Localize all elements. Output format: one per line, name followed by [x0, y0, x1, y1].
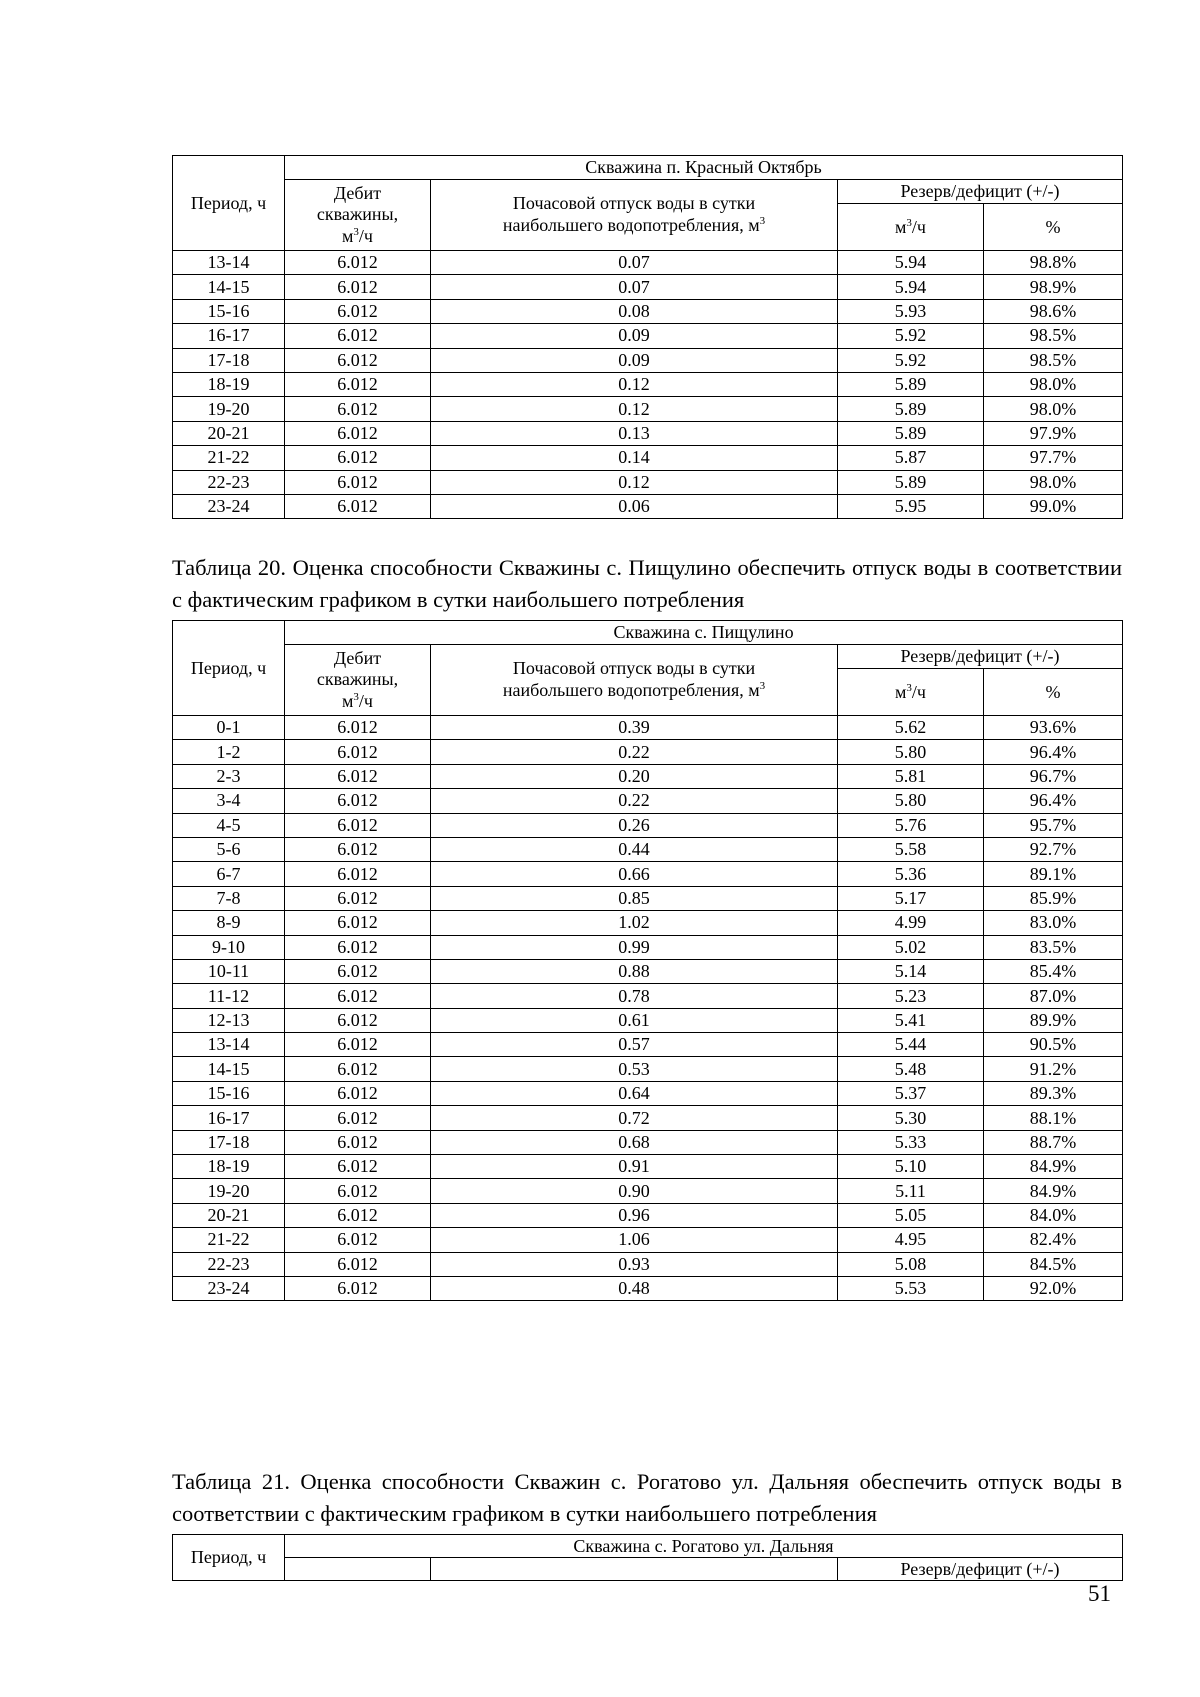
cell-reserve-m3h: 5.44: [838, 1033, 984, 1057]
cell-reserve-m3h: 5.92: [838, 324, 984, 348]
cell-debit: 6.012: [285, 886, 431, 910]
cell-debit: 6.012: [285, 1130, 431, 1154]
header-reserve: Резерв/дефицит (+/-): [838, 1558, 1123, 1581]
cell-reserve-percent: 99.0%: [984, 494, 1123, 518]
cell-debit: 6.012: [285, 275, 431, 299]
header-hourly-release: Почасовой отпуск воды в сутки наибольшего водопотребления, $м^3$: [431, 180, 838, 251]
header-reserve: Резерв/дефицит (+/-): [838, 180, 1123, 204]
cell-reserve-percent: 98.8%: [984, 251, 1123, 275]
cell-reserve-m3h: 5.62: [838, 716, 984, 740]
cell-period: 3-4: [173, 789, 285, 813]
cell-reserve-percent: 96.7%: [984, 764, 1123, 788]
cell-reserve-percent: 84.9%: [984, 1155, 1123, 1179]
cell-hourly-release: 0.53: [431, 1057, 838, 1081]
cell-hourly-release: 0.78: [431, 984, 838, 1008]
cell-hourly-release: 0.39: [431, 716, 838, 740]
cell-hourly-release: 0.09: [431, 348, 838, 372]
table-21-caption: Таблица 21. Оценка способности Скважин с. Рогатово ул. Дальняя обеспечить отпуск воды в соответствии с фактическим графиком в сутки наибольшего потребления: [172, 1469, 1122, 1526]
cell-reserve-percent: 84.0%: [984, 1203, 1123, 1227]
header-well-title: Скважина с. Рогатово ул. Дальняя: [285, 1535, 1123, 1558]
table-row: [173, 862, 1123, 886]
table-row: [173, 1155, 1123, 1179]
cell-period: 20-21: [173, 421, 285, 445]
page-number: 51: [1088, 1581, 1111, 1606]
cell-hourly-release: 0.06: [431, 494, 838, 518]
cell-reserve-percent: 87.0%: [984, 984, 1123, 1008]
table-20-caption: Таблица 20. Оценка способности Скважины с. Пищулино обеспечить отпуск воды в соответствии с фактическим графиком в сутки наибольшего потребления: [172, 555, 1122, 612]
cell-reserve-m3h: 5.30: [838, 1106, 984, 1130]
table-row: [173, 984, 1123, 1008]
cell-hourly-release: 0.85: [431, 886, 838, 910]
cell-reserve-m3h: 5.33: [838, 1130, 984, 1154]
cell-period: 21-22: [173, 1228, 285, 1252]
cell-reserve-percent: 89.3%: [984, 1081, 1123, 1105]
cell-reserve-m3h: 5.58: [838, 837, 984, 861]
table-row: [173, 1106, 1123, 1130]
table-20: [172, 620, 1123, 1301]
table-21: [172, 1534, 1123, 1581]
cell-reserve-percent: 83.0%: [984, 911, 1123, 935]
cell-reserve-percent: 98.6%: [984, 299, 1123, 323]
cell-debit: 6.012: [285, 1033, 431, 1057]
cell-reserve-m3h: 5.08: [838, 1252, 984, 1276]
cell-period: 21-22: [173, 446, 285, 470]
cell-reserve-m3h: 5.76: [838, 813, 984, 837]
cell-period: 17-18: [173, 1130, 285, 1154]
header-debit: [285, 1558, 431, 1581]
cell-period: 10-11: [173, 959, 285, 983]
table-row: [173, 446, 1123, 470]
cell-reserve-m3h: 5.48: [838, 1057, 984, 1081]
cell-hourly-release: 0.99: [431, 935, 838, 959]
cell-reserve-m3h: 5.94: [838, 275, 984, 299]
cell-period: 13-14: [173, 251, 285, 275]
cell-debit: 6.012: [285, 372, 431, 396]
header-debit: Дебит скважины, $м^3/ч$: [285, 645, 431, 716]
cell-period: 15-16: [173, 299, 285, 323]
cell-hourly-release: 0.57: [431, 1033, 838, 1057]
cell-reserve-percent: 98.0%: [984, 372, 1123, 396]
cell-period: 12-13: [173, 1008, 285, 1032]
cell-reserve-m3h: 5.53: [838, 1276, 984, 1300]
cell-reserve-m3h: 5.89: [838, 372, 984, 396]
table-row: [173, 299, 1123, 323]
cell-period: 14-15: [173, 1057, 285, 1081]
cell-debit: 6.012: [285, 421, 431, 445]
cell-hourly-release: 0.22: [431, 789, 838, 813]
cell-reserve-m3h: 5.37: [838, 1081, 984, 1105]
table-row: [173, 740, 1123, 764]
cell-hourly-release: 0.91: [431, 1155, 838, 1179]
table-row: [173, 1081, 1123, 1105]
header-period: Период, ч: [173, 156, 285, 251]
cell-period: 23-24: [173, 1276, 285, 1300]
cell-period: 0-1: [173, 716, 285, 740]
cell-period: 23-24: [173, 494, 285, 518]
table-row: [173, 1033, 1123, 1057]
cell-period: 16-17: [173, 324, 285, 348]
cell-debit: 6.012: [285, 1057, 431, 1081]
table-row: [173, 275, 1123, 299]
cell-debit: 6.012: [285, 1106, 431, 1130]
cell-reserve-m3h: 5.02: [838, 935, 984, 959]
table-row: [173, 911, 1123, 935]
cell-reserve-m3h: 4.99: [838, 911, 984, 935]
header-reserve: Резерв/дефицит (+/-): [838, 645, 1123, 669]
cell-debit: 6.012: [285, 813, 431, 837]
cell-debit: 6.012: [285, 716, 431, 740]
cell-hourly-release: 0.88: [431, 959, 838, 983]
cell-reserve-m3h: 5.23: [838, 984, 984, 1008]
cell-reserve-percent: 97.7%: [984, 446, 1123, 470]
cell-reserve-m3h: 5.81: [838, 764, 984, 788]
table-row: [173, 1130, 1123, 1154]
header-well-title: Скважина с. Пищулино: [285, 621, 1123, 645]
cell-period: 9-10: [173, 935, 285, 959]
cell-debit: 6.012: [285, 1155, 431, 1179]
table-20-body: [173, 716, 1123, 1301]
table-row: [173, 886, 1123, 910]
cell-hourly-release: 0.20: [431, 764, 838, 788]
table-19-body: [173, 251, 1123, 519]
cell-reserve-m3h: 5.93: [838, 299, 984, 323]
cell-reserve-percent: 85.4%: [984, 959, 1123, 983]
cell-hourly-release: 1.06: [431, 1228, 838, 1252]
cell-debit: 6.012: [285, 348, 431, 372]
table-row: [173, 935, 1123, 959]
cell-debit: 6.012: [285, 862, 431, 886]
cell-reserve-percent: 96.4%: [984, 740, 1123, 764]
cell-reserve-percent: 84.5%: [984, 1252, 1123, 1276]
table-row: [173, 1203, 1123, 1227]
cell-period: 16-17: [173, 1106, 285, 1130]
cell-period: 22-23: [173, 1252, 285, 1276]
cell-hourly-release: 1.02: [431, 911, 838, 935]
header-hourly-release: [431, 1558, 838, 1581]
table-row: [173, 421, 1123, 445]
cell-debit: 6.012: [285, 935, 431, 959]
cell-reserve-m3h: 5.14: [838, 959, 984, 983]
cell-reserve-percent: 98.9%: [984, 275, 1123, 299]
cell-hourly-release: 0.90: [431, 1179, 838, 1203]
table-row: [173, 716, 1123, 740]
cell-hourly-release: 0.72: [431, 1106, 838, 1130]
cell-reserve-percent: 88.1%: [984, 1106, 1123, 1130]
table-row: [173, 470, 1123, 494]
table-row: [173, 324, 1123, 348]
cell-period: 18-19: [173, 372, 285, 396]
cell-reserve-percent: 98.0%: [984, 397, 1123, 421]
table-row: [173, 789, 1123, 813]
cell-debit: 6.012: [285, 397, 431, 421]
cell-reserve-m3h: 5.89: [838, 421, 984, 445]
cell-debit: 6.012: [285, 1228, 431, 1252]
cell-debit: 6.012: [285, 1252, 431, 1276]
cell-debit: 6.012: [285, 324, 431, 348]
cell-period: 22-23: [173, 470, 285, 494]
cell-period: 2-3: [173, 764, 285, 788]
cell-debit: 6.012: [285, 1276, 431, 1300]
header-unit-percent: %: [984, 204, 1123, 251]
cell-reserve-percent: 96.4%: [984, 789, 1123, 813]
cell-debit: 6.012: [285, 740, 431, 764]
cell-debit: 6.012: [285, 470, 431, 494]
header-period: Период, ч: [173, 1535, 285, 1581]
cell-reserve-percent: 85.9%: [984, 886, 1123, 910]
cell-hourly-release: 0.64: [431, 1081, 838, 1105]
cell-reserve-m3h: 5.89: [838, 470, 984, 494]
cell-hourly-release: 0.61: [431, 1008, 838, 1032]
cell-reserve-percent: 83.5%: [984, 935, 1123, 959]
cell-debit: 6.012: [285, 1081, 431, 1105]
cell-hourly-release: 0.44: [431, 837, 838, 861]
cell-hourly-release: 0.93: [431, 1252, 838, 1276]
cell-reserve-m3h: 5.17: [838, 886, 984, 910]
cell-reserve-percent: 97.9%: [984, 421, 1123, 445]
cell-period: 6-7: [173, 862, 285, 886]
cell-debit: 6.012: [285, 446, 431, 470]
table-row: [173, 348, 1123, 372]
cell-period: 17-18: [173, 348, 285, 372]
cell-reserve-percent: 82.4%: [984, 1228, 1123, 1252]
cell-reserve-m3h: 5.87: [838, 446, 984, 470]
cell-period: 19-20: [173, 397, 285, 421]
cell-hourly-release: 0.09: [431, 324, 838, 348]
cell-debit: 6.012: [285, 1203, 431, 1227]
cell-reserve-m3h: 5.41: [838, 1008, 984, 1032]
cell-reserve-m3h: 5.89: [838, 397, 984, 421]
cell-period: 20-21: [173, 1203, 285, 1227]
cell-debit: 6.012: [285, 299, 431, 323]
table-row: [173, 813, 1123, 837]
cell-reserve-m3h: 5.36: [838, 862, 984, 886]
cell-hourly-release: 0.66: [431, 862, 838, 886]
cell-reserve-m3h: 5.80: [838, 740, 984, 764]
cell-reserve-m3h: 5.92: [838, 348, 984, 372]
cell-period: 4-5: [173, 813, 285, 837]
cell-hourly-release: 0.96: [431, 1203, 838, 1227]
cell-hourly-release: 0.07: [431, 251, 838, 275]
cell-period: 11-12: [173, 984, 285, 1008]
cell-debit: 6.012: [285, 789, 431, 813]
table-row: [173, 1008, 1123, 1032]
cell-period: 15-16: [173, 1081, 285, 1105]
cell-reserve-percent: 98.0%: [984, 470, 1123, 494]
cell-reserve-percent: 93.6%: [984, 716, 1123, 740]
cell-period: 7-8: [173, 886, 285, 910]
cell-debit: 6.012: [285, 959, 431, 983]
cell-hourly-release: 0.22: [431, 740, 838, 764]
cell-hourly-release: 0.14: [431, 446, 838, 470]
table-row: [173, 1228, 1123, 1252]
cell-reserve-percent: 95.7%: [984, 813, 1123, 837]
cell-debit: 6.012: [285, 911, 431, 935]
cell-hourly-release: 0.12: [431, 397, 838, 421]
cell-reserve-percent: 89.1%: [984, 862, 1123, 886]
cell-reserve-m3h: 5.95: [838, 494, 984, 518]
cell-reserve-percent: 92.7%: [984, 837, 1123, 861]
cell-period: 8-9: [173, 911, 285, 935]
cell-reserve-m3h: 4.95: [838, 1228, 984, 1252]
cell-period: 1-2: [173, 740, 285, 764]
header-hourly-release: Почасовой отпуск воды в сутки наибольшего водопотребления, $м^3$: [431, 645, 838, 716]
table-row: [173, 1179, 1123, 1203]
cell-debit: 6.012: [285, 1179, 431, 1203]
cell-period: 13-14: [173, 1033, 285, 1057]
cell-reserve-m3h: 5.10: [838, 1155, 984, 1179]
header-debit: Дебит скважины, $м^3/ч$: [285, 180, 431, 251]
cell-debit: 6.012: [285, 494, 431, 518]
table-row: [173, 1252, 1123, 1276]
cell-hourly-release: 0.48: [431, 1276, 838, 1300]
cell-debit: 6.012: [285, 837, 431, 861]
cell-reserve-percent: 91.2%: [984, 1057, 1123, 1081]
table-19: [172, 155, 1123, 519]
cell-reserve-m3h: 5.94: [838, 251, 984, 275]
cell-reserve-m3h: 5.05: [838, 1203, 984, 1227]
cell-period: 14-15: [173, 275, 285, 299]
cell-hourly-release: 0.26: [431, 813, 838, 837]
cell-period: 18-19: [173, 1155, 285, 1179]
cell-debit: 6.012: [285, 764, 431, 788]
header-unit-m3h: $м^3/ч$: [838, 204, 984, 251]
cell-period: 19-20: [173, 1179, 285, 1203]
cell-reserve-percent: 92.0%: [984, 1276, 1123, 1300]
header-unit-percent: %: [984, 669, 1123, 716]
table-row: [173, 397, 1123, 421]
cell-reserve-percent: 98.5%: [984, 324, 1123, 348]
cell-reserve-percent: 89.9%: [984, 1008, 1123, 1032]
cell-hourly-release: 0.12: [431, 372, 838, 396]
cell-hourly-release: 0.07: [431, 275, 838, 299]
cell-debit: 6.012: [285, 1008, 431, 1032]
header-period: Период, ч: [173, 621, 285, 716]
table-row: [173, 494, 1123, 518]
cell-reserve-m3h: 5.11: [838, 1179, 984, 1203]
header-unit-m3h: $м^3/ч$: [838, 669, 984, 716]
table-row: [173, 372, 1123, 396]
cell-reserve-percent: 90.5%: [984, 1033, 1123, 1057]
header-well-title: Скважина п. Красный Октябрь: [285, 156, 1123, 180]
cell-hourly-release: 0.12: [431, 470, 838, 494]
cell-hourly-release: 0.68: [431, 1130, 838, 1154]
table-row: [173, 1276, 1123, 1300]
cell-period: 5-6: [173, 837, 285, 861]
cell-reserve-percent: 88.7%: [984, 1130, 1123, 1154]
cell-debit: 6.012: [285, 251, 431, 275]
table-row: [173, 837, 1123, 861]
cell-debit: 6.012: [285, 984, 431, 1008]
cell-reserve-percent: 84.9%: [984, 1179, 1123, 1203]
cell-hourly-release: 0.13: [431, 421, 838, 445]
table-row: [173, 764, 1123, 788]
cell-reserve-percent: 98.5%: [984, 348, 1123, 372]
table-row: [173, 251, 1123, 275]
table-row: [173, 959, 1123, 983]
cell-hourly-release: 0.08: [431, 299, 838, 323]
table-row: [173, 1057, 1123, 1081]
cell-reserve-m3h: 5.80: [838, 789, 984, 813]
